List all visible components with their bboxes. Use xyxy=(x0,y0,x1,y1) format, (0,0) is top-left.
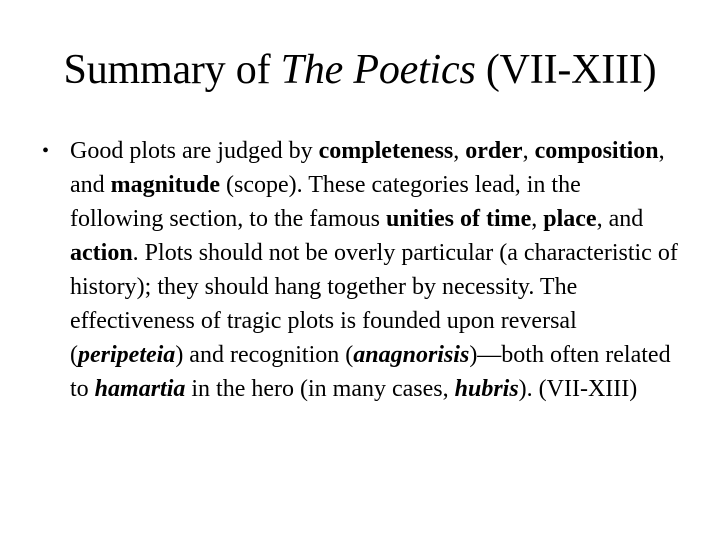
greek-term: anagnorisis xyxy=(353,342,470,368)
bold-term: composition xyxy=(534,138,659,164)
greek-term: hubris xyxy=(454,376,519,402)
bold-term: action xyxy=(70,240,133,266)
text-run: , xyxy=(522,138,535,164)
title-work: The Poetics xyxy=(280,47,476,93)
bold-term: place xyxy=(543,206,597,232)
bold-term: magnitude xyxy=(110,172,221,198)
text-run: (scope). These categories lead, in the following section, to the famous xyxy=(70,172,581,232)
text-run: )—both often related to xyxy=(70,342,671,402)
text-run: in the hero (in many cases, xyxy=(185,376,455,402)
title-prefix: Summary of xyxy=(63,47,281,93)
greek-term: peripeteia xyxy=(78,342,176,368)
bullet-list xyxy=(42,134,680,406)
greek-term: hamartia xyxy=(94,376,186,402)
text-run: . Plots should not be overly particular (a characteristic of history); they should hang together by necessity. The effectiveness of tragic plots is founded upon reversal ( xyxy=(70,240,678,368)
slide-title xyxy=(0,42,720,98)
text-run: , xyxy=(531,206,544,232)
bullet-paragraph xyxy=(70,134,680,406)
bold-term: completeness xyxy=(318,138,454,164)
text-run: , xyxy=(453,138,466,164)
text-run: , and xyxy=(596,206,644,232)
bold-term: unities of time xyxy=(385,206,532,232)
bold-term: order xyxy=(465,138,523,164)
title-suffix: (VII-XIII) xyxy=(475,47,657,93)
bullet-marker: • xyxy=(42,140,50,162)
text-run: Good plots are judged by xyxy=(70,138,319,164)
text-run: ). (VII-XIII) xyxy=(518,376,638,402)
text-run: ) and recognition ( xyxy=(175,342,354,368)
text-run: , and xyxy=(70,138,665,198)
